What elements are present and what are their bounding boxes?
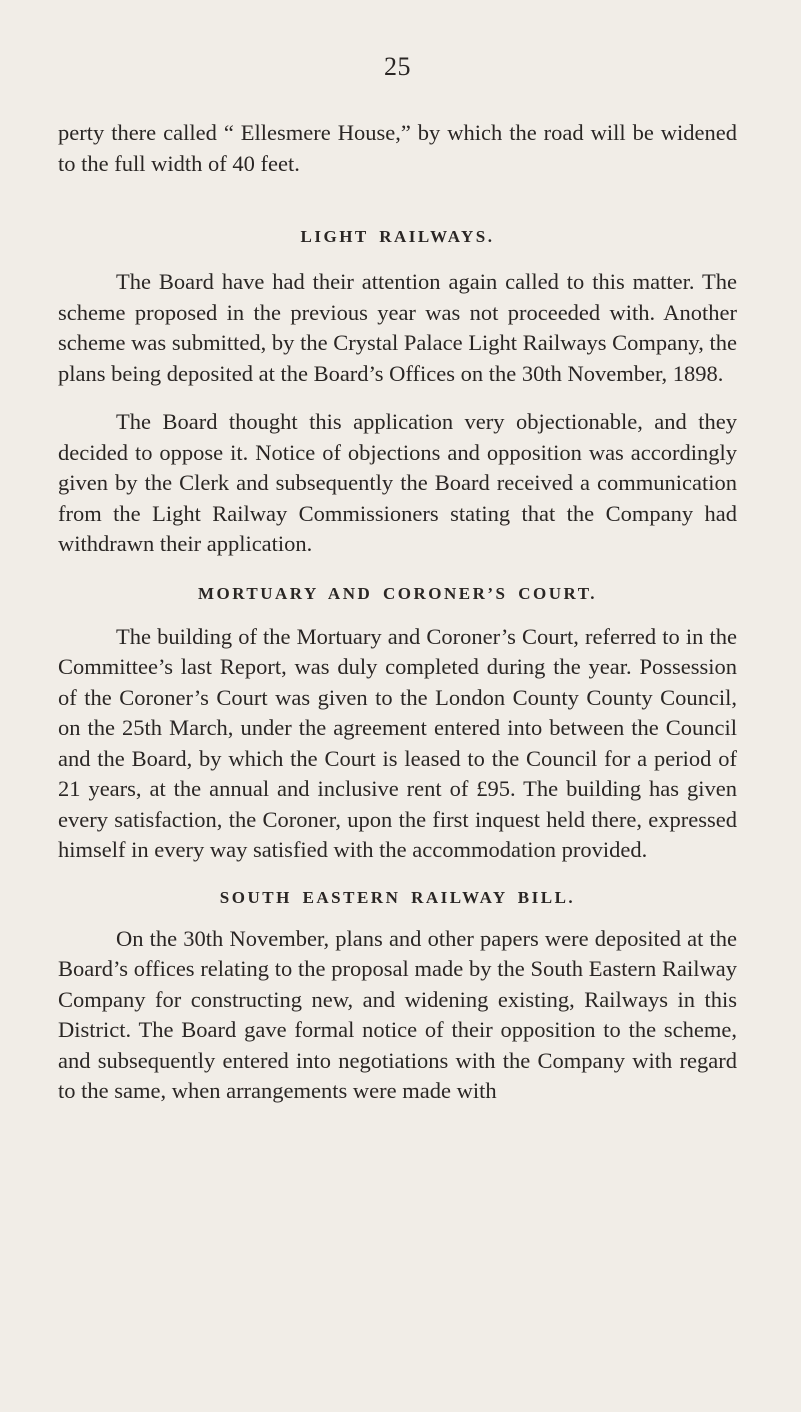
south-eastern-paragraph-1: On the 30th November, plans and other papers were deposited at the Board’s offices relating to the proposal made by the South Eastern Railway Company for constructing new, and widening existing, Railways in this District. The Board gave formal notice of their opposition to the scheme, and subsequently entered into negotiations with the Company with regard to the same, when arrangements were made with: [58, 925, 737, 1103]
section-heading-light-railways: LIGHT RAILWAYS.: [300, 227, 495, 246]
light-railways-paragraph-1: The Board have had their attention again called to this matter. The scheme proposed in the previous year was not proceeded with. Another scheme was submitted, by the Crystal Palace Light Railways Company, the plans being deposited at the Board’s Offices on the 30th November, 1898.: [58, 269, 737, 386]
mortuary-paragraph-1: The building of the Mortuary and Coroner’s Court, referred to in the Committee’s last Report, was duly completed during the year. Possession of the Coroner’s Court was given to the London County County Council, on the 25th March, under the agreement entered into between the Council and the Board, by which the Court is leased to the Council for a period of 21 years, at the annual and inclusive rent of £95. The building has given every satisfaction, the Coroner, upon the first inquest held there, expressed himself in every way satisfied with the accommodation provided.: [58, 623, 737, 862]
page-number: 25: [384, 52, 411, 81]
section-heading-mortuary: MORTUARY AND CORONER’S COURT.: [197, 583, 598, 603]
light-railways-paragraph-2: The Board thought this application very objectionable, and they decided to oppose it. Notice of objections and opposition was accordingly given by the Clerk and subsequently the Board received a communication from the Light Railway Commissioners stating that the Company had withdrawn their application.: [58, 409, 737, 556]
continuation-paragraph: perty there called “ Ellesmere House,” by which the road will be widened to the full width of 40 feet.: [58, 120, 737, 176]
section-heading-south-eastern: SOUTH EASTERN RAILWAY BILL.: [219, 887, 576, 907]
